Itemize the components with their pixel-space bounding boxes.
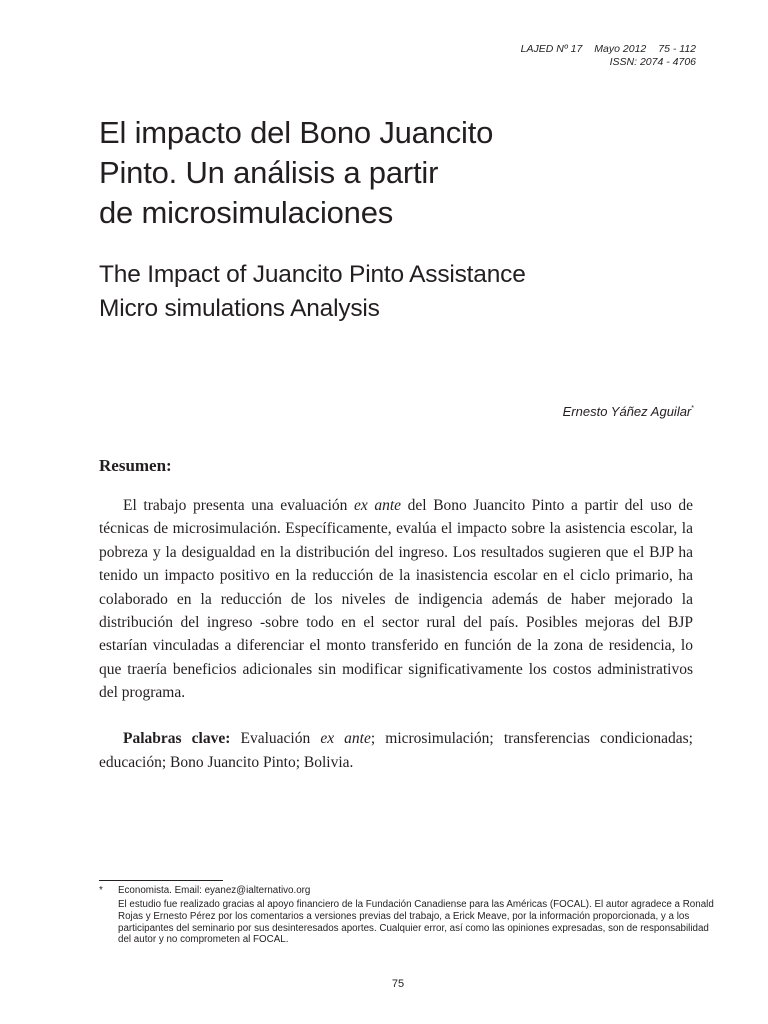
running-header bbox=[521, 43, 696, 69]
abstract-paragraph bbox=[99, 494, 693, 705]
title-spanish bbox=[99, 113, 699, 233]
footnote-marker: * bbox=[99, 885, 103, 896]
abstract-italic-term: ex ante bbox=[354, 497, 402, 514]
title-spanish-line-3: de microsimulaciones bbox=[99, 195, 394, 230]
footnote-acknowledgements: El estudio fue realizado gracias al apoyo financiero de la Fundación Canadiense para las Américas (FOCAL). El autor agradece a Ronald Rojas y Ernesto Pérez por los comentarios a versiones previas del trabajo, a Erick Meave, por la información proporcionada, y a los participantes del seminario por sus desinteresados aportes. Cualquier error, así como las opiniones expresadas, son de responsabilidad del autor y no comprometen al FOCAL. bbox=[118, 899, 714, 946]
keywords-paragraph bbox=[99, 727, 693, 775]
keywords-italic-term: ex ante bbox=[320, 730, 371, 747]
footnote-divider bbox=[99, 880, 223, 881]
title-english-line-2: Micro simulations Analysis bbox=[99, 295, 380, 322]
author-byline bbox=[563, 404, 694, 419]
journal-name: LAJED Nº 17 bbox=[520, 43, 583, 55]
keywords-label: Palabras clave: bbox=[123, 730, 231, 747]
abstract-text-rest: del Bono Juancito Pinto a partir del uso de técnicas de microsimulación. Específicamente, evalúa el impacto sobre la asistencia escolar, la pobreza y la desigualdad en la distribución del ingreso. Los resultados sugieren que el BJP ha tenido un impacto positivo en la reducción de la inasistencia escolar en el ciclo primario, ha colaborado en la reducción de los niveles de indigencia además de haber mejorado la distribución del ingreso -sobre todo en el sector rural del país. Posibles mejoras del BJP estarían vinculadas a diferenciar el monto transferido en función de la zona de residencia, lo que traería beneficios adicionales sin modificar significativamente los costos administrativos del programa. bbox=[99, 497, 693, 702]
author-footnote-marker: * bbox=[691, 405, 694, 412]
title-english-line-1: The Impact of Juancito Pinto Assistance bbox=[99, 261, 526, 288]
issn: ISSN: 2074 - 4706 bbox=[609, 56, 696, 68]
page-range: 75 - 112 bbox=[658, 43, 696, 55]
keywords-text-rest: ; microsimulación; transferencias condicionadas; educación; Bono Juancito Pinto; Bolivia. bbox=[99, 730, 693, 771]
title-spanish-line-2: Pinto. Un análisis a partir bbox=[99, 155, 439, 190]
abstract-heading: Resumen: bbox=[99, 456, 172, 475]
footnote-author bbox=[99, 885, 697, 897]
footnote-author-email: Economista. Email: eyanez@ialternativo.org bbox=[118, 885, 311, 896]
issue-date: Mayo 2012 bbox=[594, 43, 647, 55]
abstract-text-start: El trabajo presenta una evaluación bbox=[123, 497, 354, 514]
author-name: Ernesto Yáñez Aguilar bbox=[562, 404, 692, 419]
title-spanish-line-1: El impacto del Bono Juancito bbox=[99, 115, 494, 150]
title-english bbox=[99, 258, 699, 326]
journal-citation-line bbox=[521, 43, 696, 56]
keywords-text-start: Evaluación bbox=[230, 730, 321, 747]
page-number: 75 bbox=[391, 978, 405, 990]
